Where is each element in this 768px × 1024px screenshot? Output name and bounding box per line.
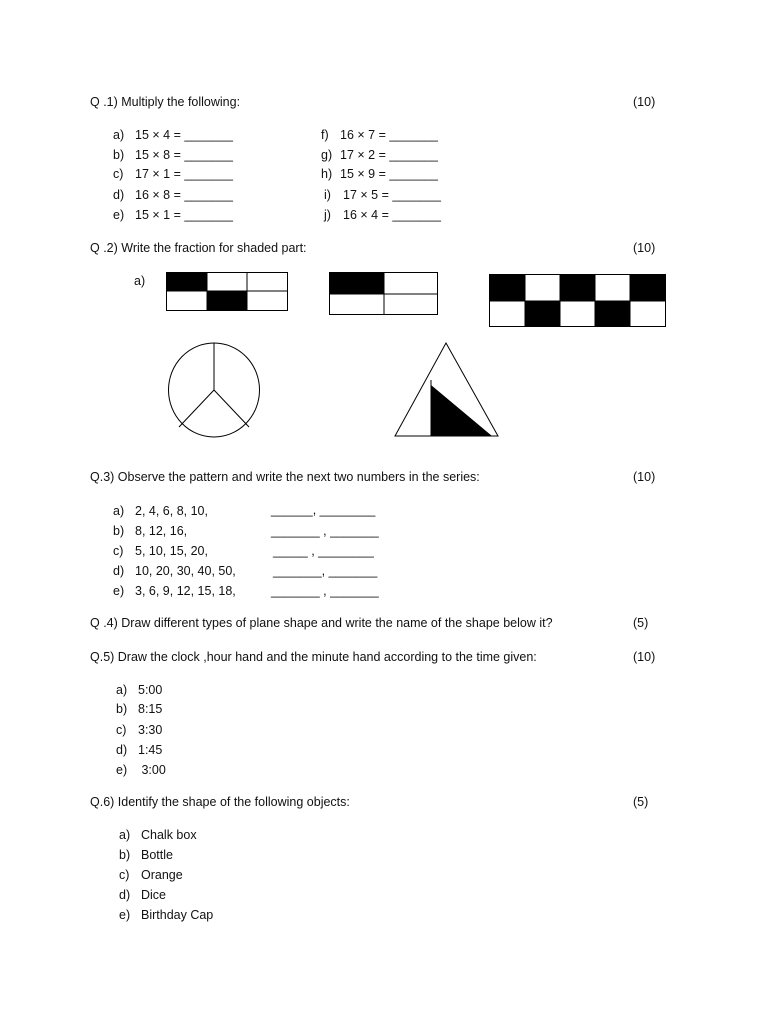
q5-item-c: c) 3:30 (116, 723, 163, 737)
q5-item-b: b) 8:15 (116, 702, 163, 716)
fraction-grid-2x2 (329, 272, 441, 318)
q2-title: Q .2) Write the fraction for shaded part: (90, 241, 307, 255)
q5-item-a: a) 5:00 (116, 683, 163, 697)
q1-item-i: i) 17 × 5 = _______ (324, 188, 442, 202)
q3-blank-b: _______ , _______ (271, 524, 379, 538)
q5-marks: (10) (633, 650, 656, 664)
q1-marks: (10) (633, 95, 656, 109)
q1-item-e: e) 15 × 1 = _______ (113, 208, 234, 222)
q5-item-e: e) 3:00 (116, 763, 166, 777)
q3-marks: (10) (633, 470, 656, 484)
q1-title: Q .1) Multiply the following: (90, 95, 241, 109)
q6-item-e: e) Birthday Cap (119, 908, 214, 922)
q3-blank-d: _______, _______ (273, 564, 378, 578)
q6-item-b: b) Bottle (119, 848, 173, 862)
q3-item-a: a) 2, 4, 6, 8, 10, (113, 504, 208, 518)
q1-item-b: b) 15 × 8 = _______ (113, 148, 234, 162)
q3-title: Q.3) Observe the pattern and write the next two numbers in the series: (90, 470, 480, 484)
q1-item-c: c) 17 × 1 = _______ (113, 167, 234, 181)
q6-item-d: d) Dice (119, 888, 167, 902)
q1-item-h: h) 15 × 9 = _______ (321, 167, 439, 181)
fraction-circle-thirds (167, 342, 263, 440)
q1-item-a: a) 15 × 4 = _______ (113, 128, 234, 142)
q3-item-b: b) 8, 12, 16, (113, 524, 188, 538)
q6-title: Q.6) Identify the shape of the following objects: (90, 795, 350, 809)
q4-title: Q .4) Draw different types of plane shape and write the name of the shape below it? (90, 616, 553, 630)
fraction-triangle (394, 342, 502, 440)
q6-item-a: a) Chalk box (119, 828, 197, 842)
q6-item-c: c) Orange (119, 868, 183, 882)
q3-blank-c: _____ , ________ (273, 544, 374, 558)
q3-item-d: d) 10, 20, 30, 40, 50, (113, 564, 236, 578)
q5-title: Q.5) Draw the clock ,hour hand and the minute hand according to the time given: (90, 650, 537, 664)
q1-item-j: j) 16 × 4 = _______ (324, 208, 442, 222)
q3-item-e: e) 3, 6, 9, 12, 15, 18, (113, 584, 236, 598)
q5-item-d: d) 1:45 (116, 743, 163, 757)
q3-blank-a: ______, ________ (271, 503, 376, 517)
q3-blank-e: _______ , _______ (271, 584, 379, 598)
q1-item-f: f) 16 × 7 = _______ (321, 128, 439, 142)
q1-item-d: d) 16 × 8 = _______ (113, 188, 234, 202)
q1-item-g: g) 17 × 2 = _______ (321, 148, 439, 162)
q3-item-c: c) 5, 10, 15, 20, (113, 544, 208, 558)
q4-marks: (5) (633, 616, 649, 630)
q2-label-a: a) (134, 274, 146, 288)
q6-marks: (5) (633, 795, 649, 809)
fraction-grid-2x3 (166, 272, 290, 314)
q2-marks: (10) (633, 241, 656, 255)
fraction-checkerboard (489, 274, 669, 330)
